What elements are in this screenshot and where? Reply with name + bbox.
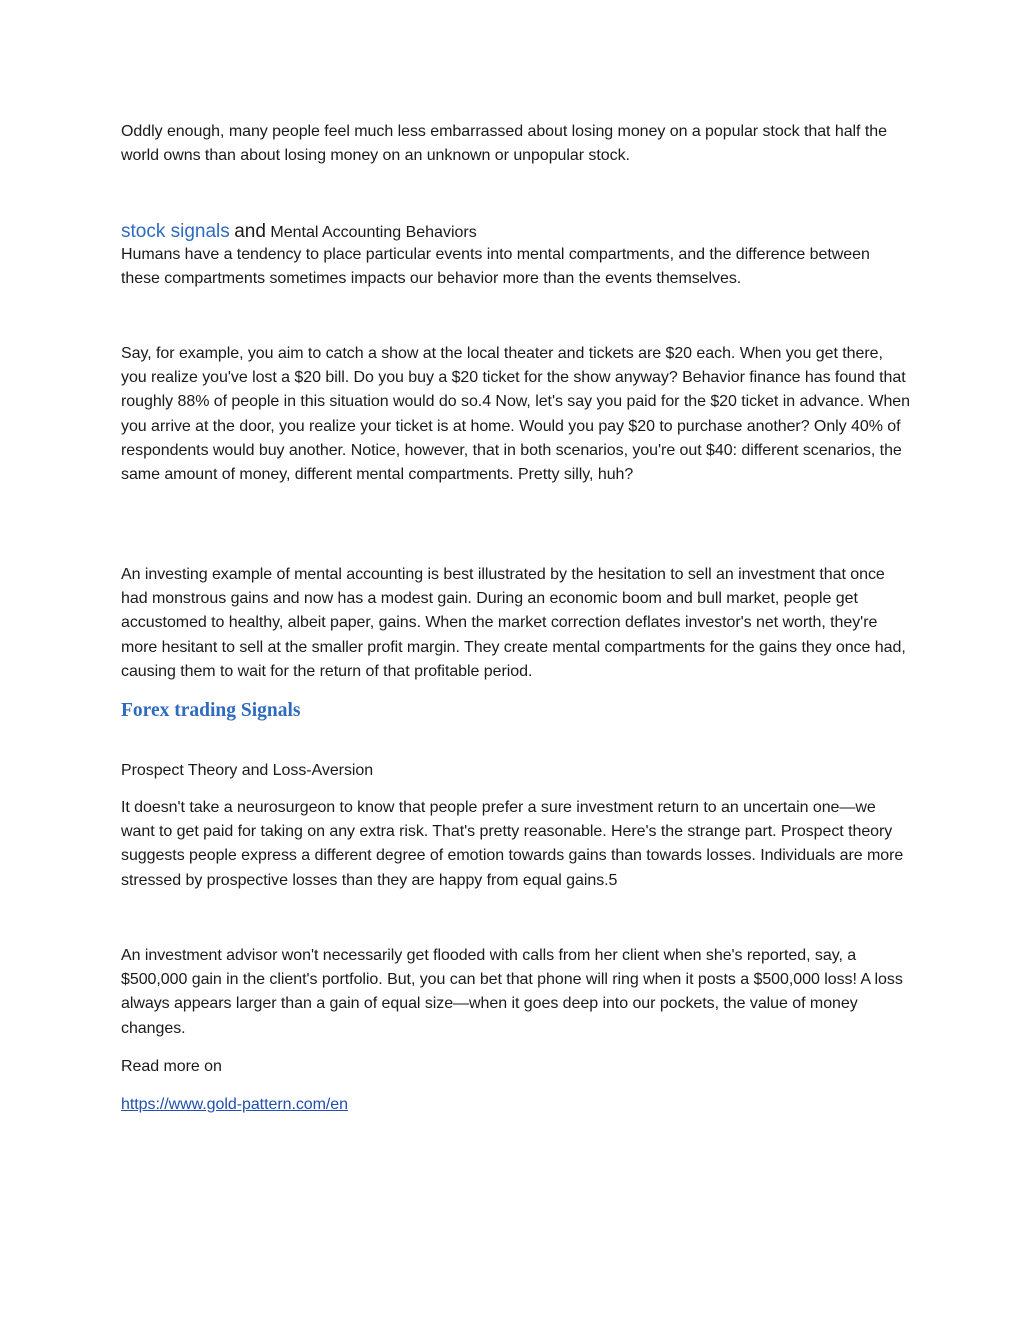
paragraph-read-more: Read more on [121, 1058, 222, 1075]
paragraph-neurosurgeon: It doesn't take a neurosurgeon to know that people prefer a sure investment return to an uncertain one—we want to get paid for taking on any extra risk. That's pretty reasonable. Here's the strange part. Prospect theory suggests people express a different degree of emotion towards gains than towards losses. Individuals are more stressed by prospective losses than they are happy from equal gains.5 [121, 799, 904, 889]
section-heading-mental-accounting [121, 219, 477, 245]
stock-signals-link[interactable]: stock signals [121, 221, 230, 242]
paragraph-theater-example: Say, for example, you aim to catch a show at the local theater and tickets are $20 each. When you get there, you realize you've lost a $20 bill. Do you buy a $20 ticket for the show anyway? Behavior finance has found that roughly 88% of people in this situation would do so.4 Now, let's say you paid for the $20 ticket in advance. When you arrive at the door, you realize your ticket is at home. Would you pay $20 to purchase another? Only 40% of respondents would buy another. Notice, however, that in both scenarios, you're out $40: different scenarios, the same amount of money, different mental compartments. Pretty silly, huh? [121, 345, 910, 484]
paragraph-url [121, 1093, 911, 1117]
paragraph-investing-example: An investing example of mental accounting is best illustrated by the hesitation to sell an investment that once had monstrous gains and now has a modest gain. During an economic boom and bull market, people get accustomed to healthy, albeit paper, gains. When the market correction deflates investor's net worth, they're more hesitant to sell at the smaller profit margin. They create mental compartments for the gains they once had, causing them to wait for the return of that profitable period. [121, 566, 906, 680]
heading-title: Mental Accounting Behaviors [270, 224, 477, 241]
heading-and-word: and [234, 221, 266, 242]
paragraph-mental-compartments: Humans have a tendency to place particular events into mental compartments, and the difference between these compartments sometimes impacts our behavior more than the events themselves. [121, 246, 870, 288]
gold-pattern-url-link[interactable]: https://www.gold-pattern.com/en [121, 1096, 349, 1113]
paragraph-popular-stock: Oddly enough, many people feel much less embarrassed about losing money on a popular stock that half the world owns than about losing money on an unknown or unpopular stock. [121, 123, 887, 165]
paragraph-prospect-theory-title: Prospect Theory and Loss-Aversion [121, 762, 374, 779]
paragraph-investment-advisor: An investment advisor won't necessarily get flooded with calls from her client when she's reported, say, a $500,000 gain in the client's portfolio. But, you can bet that phone will ring when it posts a $500,000 loss! A loss always appears larger than a gain of equal size—when it goes deep into our pockets, the value of money changes. [121, 947, 903, 1037]
forex-trading-signals-link[interactable]: Forex trading Signals [121, 700, 301, 721]
